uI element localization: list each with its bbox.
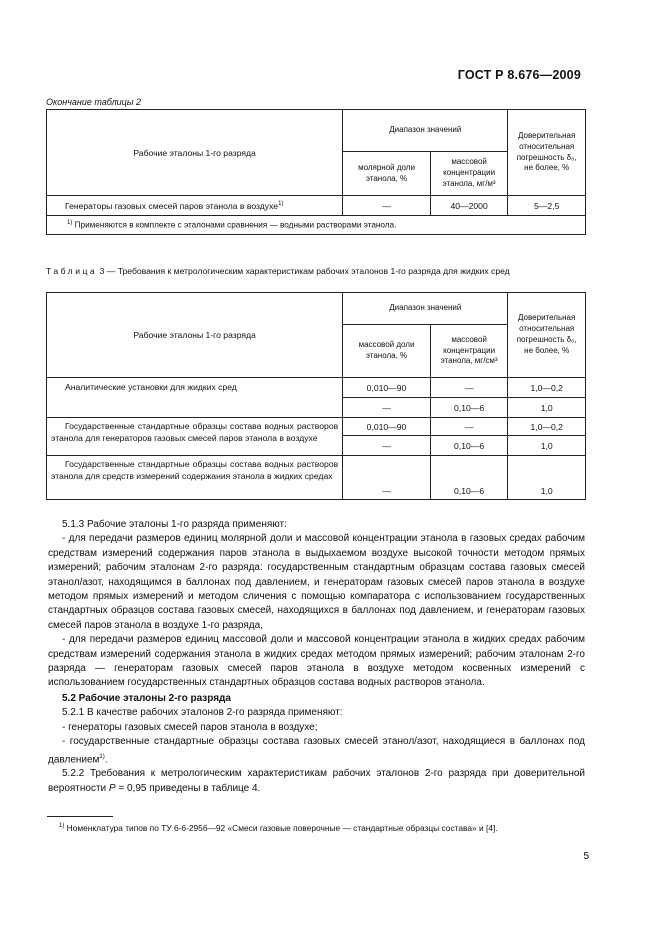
table2-header-range: Диапазон значений xyxy=(343,110,508,152)
table-row xyxy=(47,378,586,398)
table-cell: 0,10—6 xyxy=(430,436,508,456)
table2-row-error: 5—2,5 xyxy=(508,196,586,216)
paragraph-5-1-3-a: - для передачи размеров единиц молярной доли и массовой концентрации этанола в газовых средах рабочим средствам измерений содержания паров этанола в выдыхаемом воздухе высокой точности методом прямых измерений; рабочим эталонам 2-го разряда: государственным стандартным образцам состава газовых смесей этанол/азот, находящимся в баллонах под давлением, и генераторам газовых смесей паров этанола в воздухе методом прямых измерений и методом сличения с помощью компаратора с использованием государственных стандартных образцов состава газовых смесей, находящихся в баллонах под давлением, и генераторам газовых смесей паров этанола в воздухе 1-го разряда, xyxy=(48,533,585,631)
table2-header-conc: массовой концентрации этанола, мг/м³ xyxy=(430,152,508,196)
table-cell: — xyxy=(430,378,508,398)
table-row xyxy=(47,196,586,216)
paragraph-5-1-3-b: - для передачи размеров единиц массовой доли и массовой концентрации этанола в жидких средах рабочим средствам измерений содержания этанола в жидких средах методом прямых измерений; рабочим эталонам 2-го разряда — генераторам газовых смесей паров этанола в воздухе методом косвенных измерений с использованием государственных стандартных образцов состава водных растворов этанола. xyxy=(48,634,585,689)
table-cell: 0,10—6 xyxy=(430,398,508,418)
table-cell: — xyxy=(343,436,431,456)
table-cell: 0,010—90 xyxy=(343,418,431,436)
section-heading-5-2: 5.2 Рабочие эталоны 2-го разряда xyxy=(62,692,231,704)
table2-row-conc: 40—2000 xyxy=(430,196,508,216)
table3-row1-name: Аналитические установки для жидких сред xyxy=(47,378,343,418)
paragraph-5-2-2: 5.2.2 Требования к метрологическим характеристикам рабочих эталонов 2-го разряда при доверительной вероятности P = 0,95 приведены в таблице 4. xyxy=(48,768,585,794)
table3-row2-name: Государственные стандартные образцы состава водных растворов этанола для генераторов газовых смесей паров этанола в воздухе xyxy=(47,418,343,456)
table-cell: 1,0—0,2 xyxy=(508,378,586,398)
table3-header-frac: массовой доли этанола, % xyxy=(343,325,431,378)
table-cell: — xyxy=(343,398,431,418)
table-row xyxy=(47,456,586,500)
table-cell: 1,0—0,2 xyxy=(508,418,586,436)
table2-header-molar: молярной доли этанола, % xyxy=(343,152,431,196)
table2-row-molar: — xyxy=(343,196,431,216)
table2-note: $^{1)}$ Применяются в комплекте с эталонами сравнения — водными растворами этанола. xyxy=(47,216,586,235)
table-cell: 1,0 xyxy=(508,456,586,500)
document-id: ГОСТ Р 8.676—2009 xyxy=(457,68,581,82)
footnote: $^{1)}$ Номенклатура типов по ТУ 6-6-2956—92 «Смеси газовые поверочные — стандартные образцы состава» и [4]. xyxy=(59,822,498,833)
paragraph-5-2-1-b: - государственные стандартные образцы состава газовых смесей этанол/азот, находящиеся в баллонах под давлением$^{1)}$. xyxy=(48,736,585,765)
table3-header-main: Рабочие эталоны 1-го разряда xyxy=(47,293,343,378)
table2-header-main: Рабочие эталоны 1-го разряда xyxy=(47,110,343,196)
table2-row-name: Генераторы газовых смесей паров этанола в воздухе$^{1)}$ xyxy=(47,196,343,216)
paragraph-5-2-1-a: - генераторы газовых смесей паров этанола в воздухе; xyxy=(62,721,318,733)
table-cell: 1,0 xyxy=(508,398,586,418)
table-cell: 0,010—90 xyxy=(343,378,431,398)
table-cell: 0,10—6 xyxy=(430,456,508,500)
body-text xyxy=(48,518,585,796)
table-row xyxy=(47,418,586,436)
table3-header-error: Доверительная относительная погрешность δ₀, не более, % xyxy=(508,293,586,378)
paragraph-5-1-3: 5.1.3 Рабочие эталоны 1-го разряда применяют: xyxy=(62,519,287,530)
table2-header-error: Доверительная относительная погрешность δ₀, не более, % xyxy=(508,110,586,196)
table3-header-conc: массовой концентрации этанола, мг/см³ xyxy=(430,325,508,378)
page-number: 5 xyxy=(583,851,589,862)
table-cell: — xyxy=(343,456,431,500)
table-cell: 1,0 xyxy=(508,436,586,456)
table-2 xyxy=(46,109,586,235)
table3-row3-name: Государственные стандартные образцы состава водных растворов этанола для средств измерений содержания этанола в жидких средах xyxy=(47,456,343,500)
table-cell: — xyxy=(430,418,508,436)
table3-header-range: Диапазон значений xyxy=(343,293,508,325)
table3-caption: Таблица 3 — Требования к метрологическим характеристикам рабочих эталонов 1-го разряда для жидких сред xyxy=(46,266,510,276)
paragraph-5-2-1: 5.2.1 В качестве рабочих эталонов 2-го разряда применяют: xyxy=(62,707,343,719)
table2-caption: Окончание таблицы 2 xyxy=(46,97,141,107)
footnote-divider xyxy=(47,816,113,817)
table-3 xyxy=(46,292,586,500)
